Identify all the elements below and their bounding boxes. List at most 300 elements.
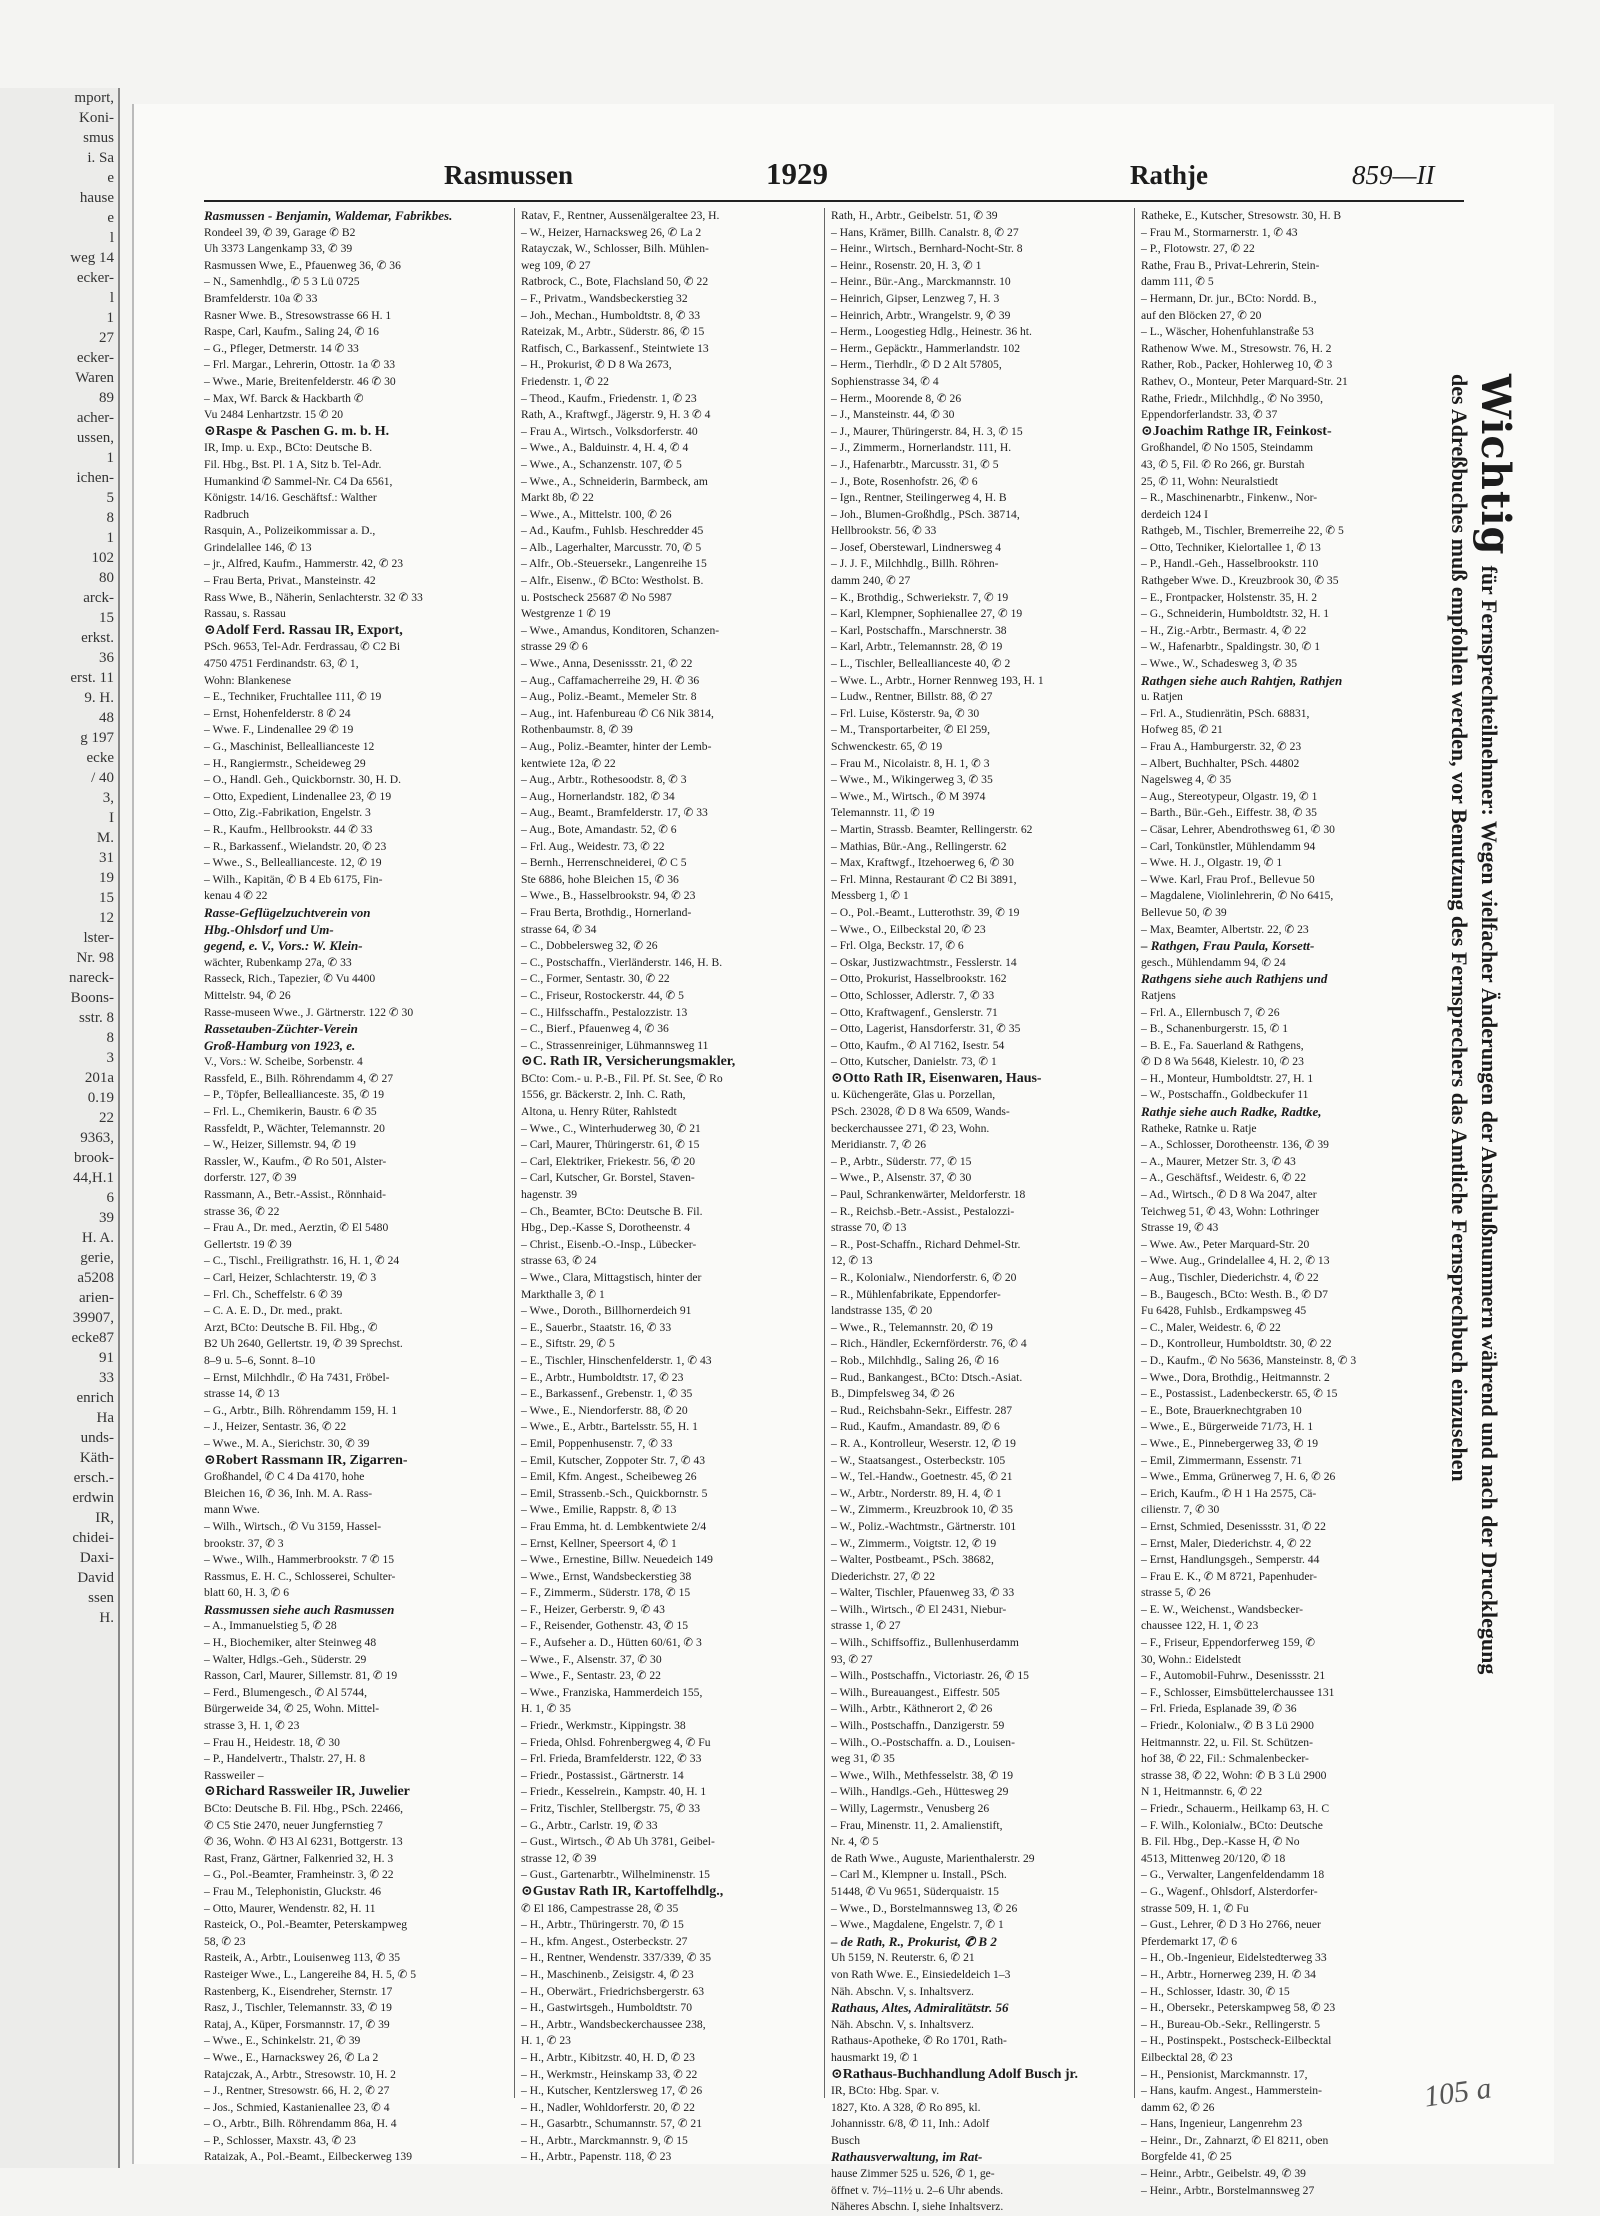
- directory-entry: – Wwe., A., Schneiderin, Barmbeck, am: [521, 474, 708, 488]
- margin-fragment: 8: [106, 510, 114, 526]
- directory-entry: Hellbrookstr. 56, ✆ 33: [831, 524, 937, 538]
- margin-fragment: 27: [99, 330, 114, 346]
- directory-entry: – Ch., Beamter, BCto: Deutsche B. Fil.: [521, 1204, 703, 1218]
- margin-fragment: Käth-: [79, 1450, 114, 1466]
- directory-entry: Rathe, Friedr., Milchhdlg., ✆ No 3950,: [1141, 391, 1323, 405]
- directory-entry: – Wwe. L., Arbtr., Horner Rennweg 193, H. 1: [831, 673, 1044, 687]
- directory-entry: – C., Tischl., Freiligrathstr. 16, H. 1, ✆ 24: [204, 1254, 400, 1268]
- handwritten-mark: 105 a: [1421, 2071, 1494, 2114]
- margin-fragment: 33: [99, 1370, 114, 1386]
- directory-entry: – Gust., Gartenarbtr., Wilhelminenstr. 15: [521, 1868, 710, 1882]
- directory-entry: – E., Barkassenf., Grebenstr. 1, ✆ 35: [521, 1387, 693, 1401]
- firm-entry: ⊙ Joachim Rathge IR, Feinkost-: [1141, 424, 1439, 441]
- directory-entry: Messberg 1, ✆ 1: [831, 889, 909, 903]
- directory-entry: Rastenberg, K., Eisendreher, Sternstr. 17: [204, 1984, 393, 1998]
- directory-entry: – E., Frontpacker, Holstenstr. 35, H. 2: [1141, 590, 1317, 604]
- directory-entry: Nagelsweg 4, ✆ 35: [1141, 773, 1232, 787]
- directory-entry: – Josef, Oberstewarl, Lindnersweg 4: [831, 540, 1001, 554]
- directory-entry: – Wwe., Emilie, Rappstr. 8, ✆ 13: [521, 1503, 677, 1517]
- directory-entry: – E., Arbtr., Humboldtstr. 17, ✆ 23: [521, 1370, 684, 1384]
- directory-entry: Rassfeld, E., Bilh. Röhrendamm 4, ✆ 27: [204, 1071, 394, 1085]
- directory-entry: Markt 8b, ✆ 22: [521, 491, 594, 505]
- directory-entry: damm 111, ✆ 5: [1141, 275, 1214, 289]
- directory-entry: 1556, gr. Bäckerstr. 2, Inh. C. Rath,: [521, 1088, 686, 1102]
- directory-entry: – Emil, Zimmermann, Essenstr. 71: [1141, 1453, 1303, 1467]
- directory-entry: Rathgeb, M., Tischler, Bremerreihe 22, ✆ 5: [1141, 524, 1344, 538]
- directory-entry: – W., Poliz.-Wachtmstr., Gärtnerstr. 101: [831, 1519, 1017, 1533]
- margin-fragment: arck-: [83, 590, 114, 606]
- directory-entry: Grindelallee 146, ✆ 13: [204, 540, 312, 554]
- margin-fragment: 1: [106, 450, 114, 466]
- directory-entry: – F., Friseur, Eppendorferweg 159, ✆: [1141, 1636, 1316, 1650]
- directory-entry: strasse 3, H. 1, ✆ 23: [204, 1719, 300, 1733]
- directory-entry: Raspe, Carl, Kaufm., Saling 24, ✆ 16: [204, 325, 379, 339]
- directory-entry: – Wwe., M. A., Sierichstr. 30, ✆ 39: [204, 1436, 370, 1450]
- directory-entry: – Hans, kaufm. Angest., Hammerstein-: [1141, 2084, 1322, 2098]
- directory-entry: – E., Tischler, Hinschenfelderstr. 1, ✆ 43: [521, 1353, 712, 1367]
- directory-entry: – Carl, Elektriker, Friekestr. 56, ✆ 20: [521, 1154, 696, 1168]
- surname-heading: Rassmussen siehe auch Rasmussen: [204, 1601, 395, 1617]
- directory-entry: – J., Mansteinstr. 44, ✆ 30: [831, 408, 955, 422]
- directory-page: [132, 104, 1554, 2214]
- directory-entry: Arzt, BCto: Deutsche B. Fil. Hbg., ✆: [204, 1320, 378, 1334]
- directory-entry: – R., Maschinenarbtr., Finkenw., Nor-: [1141, 491, 1318, 505]
- directory-entry: – R., Kaufm., Hellbrookstr. 44 ✆ 33: [204, 822, 373, 836]
- directory-entry: Rath, H., Arbtr., Geibelstr. 51, ✆ 39: [831, 209, 998, 222]
- margin-fragment: IR,: [95, 1510, 114, 1526]
- directory-entry: – Walter, Hdlgs.-Geh., Süderstr. 29: [204, 1652, 367, 1666]
- directory-entry: – C., Hilfsschaffn., Pestalozzistr. 13: [521, 1005, 688, 1019]
- surname-heading: Rathje siehe auch Radke, Radtke,: [1141, 1104, 1322, 1120]
- directory-entry: – A., Immanuelstieg 5, ✆ 28: [204, 1619, 337, 1633]
- directory-entry: Bürgerweide 34, ✆ 25, Wohn. Mittel-: [204, 1702, 380, 1716]
- directory-entry: derdeich 124 I: [1141, 507, 1208, 521]
- directory-entry: Rataj, A., Küper, Forsmannstr. 17, ✆ 39: [204, 2017, 390, 2031]
- margin-fragment: erst. 11: [70, 670, 114, 686]
- directory-entry: – Heinr., Rosenstr. 20, H. 3, ✆ 1: [831, 258, 982, 272]
- directory-entry: Näheres Abschn. I, siehe Inhaltsverz.: [831, 2200, 1004, 2214]
- directory-entry: – Wwe., Ernst, Wandsbeckerstieg 38: [521, 1569, 692, 1583]
- directory-entry: Bleichen 16, ✆ 36, Inh. M. A. Rass-: [204, 1486, 373, 1500]
- surname-heading: Rassetauben-Züchter-Verein: [204, 1021, 358, 1037]
- directory-entry: brookstr. 37, ✆ 3: [204, 1536, 284, 1550]
- directory-entry: – Carl, Maurer, Thüringerstr. 61, ✆ 15: [521, 1138, 700, 1152]
- directory-entry: – R. A., Kontrolleur, Weserstr. 12, ✆ 19: [831, 1436, 1016, 1450]
- margin-fragment: 39907,: [72, 1310, 114, 1326]
- directory-entry: IR, Imp. u. Exp., BCto: Deutsche B.: [204, 441, 373, 455]
- directory-entry: – Heinr., Bür.-Ang., Marckmannstr. 10: [831, 275, 1011, 289]
- directory-entry: – Rud., Reichsbahn-Sekr., Eiffestr. 287: [831, 1403, 1013, 1417]
- directory-entry: Humankind ✆ Sammel-Nr. C4 Da 6561,: [204, 474, 393, 488]
- directory-entry: – Wwe., B., Hasselbrookstr. 94, ✆ 23: [521, 889, 696, 903]
- directory-entry: – Hermann, Dr. jur., BCto: Nordd. B.,: [1141, 291, 1317, 305]
- directory-entry: – Herm., Gepäcktr., Hammerlandstr. 102: [831, 341, 1020, 355]
- directory-entry: Rassfeldt, P., Wächter, Telemannstr. 20: [204, 1121, 385, 1135]
- directory-entry: – Emil, Poppenhusenstr. 7, ✆ 33: [521, 1436, 673, 1450]
- directory-entry: – Alfr., Ob.-Steuersekr., Langenreihe 15: [521, 557, 707, 571]
- directory-entry: – Herm., Moorende 8, ✆ 26: [831, 391, 962, 405]
- directory-entry: – Friedr., Schauerm., Heilkamp 63, H. C: [1141, 1802, 1330, 1815]
- previous-page-margin: [0, 88, 120, 2168]
- directory-entry: – H., Prokurist, ✆ D 8 Wa 2673,: [521, 358, 672, 372]
- margin-fragment: e: [107, 210, 114, 226]
- directory-entry: Rasteiger Wwe., L., Langereihe 84, H. 5, ✆ 5: [204, 1967, 417, 1981]
- header-last-name: Rathje: [1130, 160, 1208, 190]
- directory-entry: – L., Tischler, Belleallianceste 40, ✆ 2: [831, 657, 1011, 671]
- directory-entry: – Wwe., Clara, Mittagstisch, hinter der: [521, 1271, 702, 1284]
- directory-entry: – P., Flotowstr. 27, ✆ 22: [1141, 242, 1255, 256]
- directory-entry: – H., Arbtr., Wandsbeckerchaussee 238,: [521, 2017, 706, 2031]
- directory-entry: Hofweg 85, ✆ 21: [1141, 723, 1223, 737]
- directory-entry: – Wwe., E., Harnackswey 26, ✆ La 2: [204, 2050, 379, 2064]
- directory-entry: – Ad., Wirtsch., ✆ D 8 Wa 2047, alter: [1141, 1188, 1317, 1202]
- notice-heading: Wichtig: [1472, 374, 1519, 556]
- directory-entry: Näh. Abschn. V, s. Inhaltsverz.: [831, 1984, 974, 1998]
- directory-entry: strasse 14, ✆ 13: [204, 1387, 280, 1401]
- directory-entry: – Ernst, Handlungsgeh., Semperstr. 44: [1141, 1553, 1320, 1567]
- directory-entry: 12, ✆ 13: [831, 1254, 873, 1268]
- directory-entry: Rasteick, O., Pol.-Beamter, Peterskampweg: [204, 1918, 408, 1932]
- directory-entry: B., Dimpfelsweg 34, ✆ 26: [831, 1387, 955, 1401]
- firm-entry: ⊙ Otto Rath IR, Eisenwaren, Haus-: [831, 1071, 1129, 1088]
- directory-entry: – O., Pol.-Beamt., Lutterothstr. 39, ✆ 19: [831, 905, 1020, 919]
- directory-entry: 93, ✆ 27: [831, 1652, 873, 1666]
- directory-entry: Westgrenze 1 ✆ 19: [521, 607, 611, 621]
- directory-entry: – H., Arbtr., Marckmannstr. 9, ✆ 15: [521, 2133, 688, 2147]
- page-number: 859—II: [1352, 160, 1435, 190]
- directory-entry: – Rob., Milchhdlg., Saling 26, ✆ 16: [831, 1353, 999, 1367]
- surname-heading: – de Rath, R., Prokurist, ✆ B 2: [831, 1933, 997, 1949]
- directory-entry: – Heinr., Wirtsch., Bernhard-Nocht-Str. 8: [831, 242, 1023, 256]
- directory-entry: – Wwe. H. J., Olgastr. 19, ✆ 1: [1141, 856, 1283, 870]
- directory-entry: – Karl, Arbtr., Telemannstr. 28, ✆ 19: [831, 640, 1003, 654]
- directory-entry: – F., Reisender, Gothenstr. 43, ✆ 15: [521, 1619, 689, 1633]
- directory-entry: – Wwe., F., Sentastr. 23, ✆ 22: [521, 1669, 661, 1683]
- directory-entry: kentwiete 12a, ✆ 22: [521, 756, 616, 770]
- directory-entry: chaussee 122, H. 1, ✆ 23: [1141, 1619, 1259, 1633]
- margin-fragment: ecker-: [76, 350, 114, 366]
- margin-fragment: David: [77, 1570, 114, 1586]
- directory-entry: Bramfelderstr. 10a ✆ 33: [204, 291, 318, 305]
- directory-entry: – Gust., Wirtsch., ✆ Ab Uh 3781, Geibel-: [521, 1835, 715, 1849]
- margin-fragment: 89: [99, 390, 114, 406]
- directory-entry: – Max, Kraftwgf., Itzehoerweg 6, ✆ 30: [831, 856, 1014, 870]
- margin-fragment: H. A.: [81, 1230, 114, 1246]
- directory-entry: 43, ✆ 5, Fil. ✆ Ro 266, gr. Burstah: [1141, 457, 1305, 471]
- directory-entry: – Ernst, Maler, Diederichstr. 4, ✆ 22: [1141, 1536, 1312, 1550]
- margin-fragment: hause: [79, 190, 114, 206]
- directory-entry: – H., Biochemiker, alter Steinweg 48: [204, 1636, 377, 1650]
- directory-entry: – A., Geschäftsf., Weidestr. 6, ✆ 22: [1141, 1171, 1307, 1185]
- directory-entry: – jr., Alfred, Kaufm., Hammerstr. 42, ✆ 23: [204, 557, 404, 571]
- directory-entry: cilienstr. 7, ✆ 30: [1141, 1503, 1220, 1517]
- directory-entry: – H., Arbtr., Thüringerstr. 70, ✆ 15: [521, 1918, 684, 1932]
- firm-entry: ⊙ Rathaus-Buchhandlung Adolf Busch jr.: [831, 2067, 1129, 2084]
- margin-fragment: 31: [99, 850, 114, 866]
- margin-fragment: 0.19: [87, 1090, 114, 1106]
- surname-heading: Rathgen siehe auch Rahtjen, Rathjen: [1141, 672, 1343, 688]
- margin-fragment: 91: [99, 1350, 114, 1366]
- directory-entry: – Wilh., Postschaffn., Danzigerstr. 59: [831, 1719, 1005, 1733]
- directory-entry: de Rath Wwe., Auguste, Marienthalerstr. 29: [831, 1851, 1035, 1865]
- directory-entry: Heitmannstr. 22, u. Fil. St. Schützen-: [1141, 1735, 1313, 1749]
- margin-fragment: nareck-: [69, 970, 114, 986]
- directory-entry: – Erich, Kaufm., ✆ H 1 Ha 2575, Cä-: [1141, 1486, 1317, 1500]
- directory-entry: – Frau M., Telephonistin, Gluckstr. 46: [204, 1884, 382, 1898]
- directory-entry: Nr. 4, ✆ 5: [831, 1835, 879, 1849]
- directory-entry: – Wilh., Kapitän, ✆ B 4 Eb 6175, Fin-: [204, 872, 383, 886]
- directory-entry: – Otto, Prokurist, Hasselbrookstr. 162: [831, 972, 1007, 986]
- margin-fragment: mport,: [74, 90, 114, 106]
- directory-entry: – Walter, Tischler, Pfauenweg 33, ✆ 33: [831, 1586, 1015, 1600]
- directory-entry: – Alfr., Eisenw., ✆ BCto: Westholst. B.: [521, 574, 704, 588]
- directory-entry: Rather, Rob., Packer, Hohlerweg 10, ✆ 3: [1141, 358, 1333, 372]
- directory-entry: – Heinrich, Arbtr., Wrangelstr. 9, ✆ 39: [831, 308, 1011, 322]
- directory-entry: – C., Former, Sentastr. 30, ✆ 22: [521, 972, 670, 986]
- directory-column-1: [204, 208, 502, 2164]
- directory-entry: Teichweg 51, ✆ 43, Wohn: Lothringer: [1141, 1204, 1320, 1218]
- directory-entry: – F., Automobil-Fuhrw., Desenissstr. 21: [1141, 1669, 1326, 1683]
- directory-entry: – Ign., Rentner, Steilingerweg 4, H. B: [831, 491, 1007, 505]
- notice-line-2: des Adreßbuches muß empfohlen werden, vor Benutzung des Fernsprechers das Amtliche Fernsprechbuch einzusehen: [1447, 374, 1472, 1482]
- directory-entry: – Emil, Kfm. Angest., Scheibeweg 26: [521, 1470, 697, 1484]
- directory-entry: – W., Postschaffn., Goldbeckufer 11: [1141, 1088, 1309, 1102]
- directory-entry: Ratbrock, C., Bote, Flachsland 50, ✆ 22: [521, 275, 709, 289]
- directory-entry: – H., kfm. Angest., Osterbeckstr. 27: [521, 1934, 688, 1948]
- directory-entry: Rasse-museen Wwe., J. Gärtnerstr. 122 ✆ 30: [204, 1005, 414, 1019]
- directory-entry: – R., Reichsb.-Betr.-Assist., Pestalozzi-: [831, 1204, 1015, 1218]
- margin-fragment: i. Sa: [87, 150, 114, 166]
- directory-entry: – Wwe., O., Eilbeckstal 20, ✆ 23: [831, 922, 986, 936]
- directory-entry: – Aug., Bote, Amandastr. 52, ✆ 6: [521, 822, 677, 836]
- directory-entry: – Frau Berta, Brothdig., Hornerland-: [521, 905, 692, 919]
- directory-entry: – C., Maler, Weidestr. 6, ✆ 22: [1141, 1320, 1281, 1334]
- directory-entry: – Ludw., Rentner, Billstr. 88, ✆ 27: [831, 690, 993, 704]
- margin-fragment: 39: [99, 1210, 114, 1226]
- directory-entry: B. Fil. Hbg., Dep.-Kasse H, ✆ No: [1141, 1835, 1300, 1849]
- directory-entry: – J., Bote, Rosenhofstr. 26, ✆ 6: [831, 474, 978, 488]
- directory-entry: – F., Zimmerm., Süderstr. 178, ✆ 15: [521, 1586, 691, 1600]
- directory-entry: – Ad., Kaufm., Fuhlsb. Heschredder 45: [521, 524, 704, 538]
- directory-entry: – Ernst, Hohenfelderstr. 8 ✆ 24: [204, 706, 351, 720]
- directory-entry: – F., Privatm., Wandsbeckerstieg 32: [521, 291, 688, 305]
- directory-entry: strasse 64, ✆ 34: [521, 922, 597, 936]
- directory-entry: – Frau H., Heidestr. 18, ✆ 30: [204, 1735, 340, 1749]
- margin-fragment: 15: [99, 890, 114, 906]
- margin-fragment: ssen: [88, 1590, 114, 1606]
- directory-entry: Wohn: Blankenese: [204, 673, 291, 687]
- directory-entry: – C., Strassenreiniger, Lühmannsweg 11: [521, 1038, 709, 1052]
- margin-fragment: 12: [99, 910, 114, 926]
- directory-entry: – P., Töpfer, Belleallianceste. 35, ✆ 19: [204, 1088, 385, 1102]
- directory-entry: – Aug., Poliz.-Beamt., Memeler Str. 8: [521, 690, 697, 704]
- directory-entry: Johannisstr. 6/8, ✆ 11, Inh.: Adolf: [831, 2117, 990, 2131]
- directory-entry: – E. W., Weichenst., Wandsbecker-: [1141, 1602, 1303, 1616]
- directory-entry: strasse 70, ✆ 13: [831, 1221, 907, 1235]
- directory-entry: – Heinr., Arbtr., Geibelstr. 49, ✆ 39: [1141, 2167, 1306, 2181]
- directory-entry: – Heinr., Arbtr., Borstelmannsweg 27: [1141, 2183, 1315, 2197]
- directory-entry: – Frau Berta, Privat., Mansteinstr. 42: [204, 574, 376, 588]
- margin-fragment: Koni-: [79, 110, 114, 126]
- directory-entry: – Cäsar, Lehrer, Abendrothsweg 61, ✆ 30: [1141, 822, 1335, 836]
- directory-entry: – Rich., Händler, Eckernförderstr. 76, ✆ 4: [831, 1337, 1027, 1351]
- directory-entry: – W., Heizer, Sillemstr. 94, ✆ 19: [204, 1138, 356, 1152]
- directory-entry: – Wwe., C., Winterhuderweg 30, ✆ 21: [521, 1121, 701, 1135]
- directory-entry: – N., Samenhdlg., ✆ 5 3 Lü 0725: [204, 275, 360, 289]
- directory-entry: – Frau A., Dr. med., Aerztin, ✆ El 5480: [204, 1221, 389, 1235]
- directory-entry: auf den Blöcken 27, ✆ 20: [1141, 308, 1262, 322]
- firm-entry: ⊙ C. Rath IR, Versicherungsmakler,: [521, 1054, 819, 1071]
- margin-fragment: 8: [106, 1030, 114, 1046]
- directory-entry: – F., Heizer, Gerberstr. 9, ✆ 43: [521, 1602, 665, 1616]
- directory-entry: – C., Friseur, Rostockerstr. 44, ✆ 5: [521, 988, 684, 1002]
- margin-fragment: 9363,: [80, 1130, 114, 1146]
- directory-entry: – H., Obersekr., Peterskampweg 58, ✆ 23: [1141, 2001, 1336, 2015]
- directory-entry: – R., Kolonialw., Niendorferstr. 6, ✆ 20: [831, 1271, 1017, 1284]
- directory-entry: Rataizak, A., Pol.-Beamt., Eilbeckerweg 139: [204, 2150, 412, 2164]
- directory-column-4: [1134, 208, 1439, 2197]
- directory-entry: u. Ratjen: [1141, 690, 1183, 704]
- directory-entry: – G., Pfleger, Detmerstr. 14 ✆ 33: [204, 341, 359, 355]
- directory-entry: BCto: Deutsche B. Fil. Hbg., PSch. 22466,: [204, 1802, 404, 1815]
- directory-entry: – Oskar, Justizwachtmstr., Fesslerstr. 14: [831, 955, 1017, 969]
- directory-entry: – Otto, Kutscher, Danielstr. 73, ✆ 1: [831, 1055, 997, 1069]
- directory-entry: – Frl. Minna, Restaurant ✆ C2 Bi 3891,: [831, 872, 1017, 886]
- margin-fragment: l: [109, 230, 114, 246]
- directory-entry: – Wwe., M., Wirtsch., ✆ M 3974: [831, 789, 986, 803]
- margin-fragment: acher-: [76, 410, 114, 426]
- directory-entry: – H., Arbtr., Hornerweg 239, H. ✆ 34: [1141, 1967, 1316, 1981]
- directory-entry: – P., Handelvertr., Thalstr. 27, H. 8: [204, 1752, 366, 1766]
- directory-entry: – C., Dobbelersweg 32, ✆ 26: [521, 939, 658, 953]
- directory-entry: – Bernh., Herrenschneiderei, ✆ C 5: [521, 856, 687, 870]
- margin-fragment: ichen-: [76, 470, 114, 486]
- margin-fragment: a5208: [77, 1270, 114, 1286]
- directory-entry: – Albert, Buchhalter, PSch. 44802: [1141, 756, 1300, 770]
- directory-entry: – D., Kontrolleur, Humboldtstr. 30, ✆ 22: [1141, 1337, 1332, 1351]
- surname-heading: Groß-Hamburg von 1923, e.: [204, 1037, 356, 1053]
- directory-entry: Bellevue 50, ✆ 39: [1141, 905, 1227, 919]
- directory-entry: – Carl, Heizer, Schlachterstr. 19, ✆ 3: [204, 1271, 377, 1284]
- directory-entry: – Mathias, Bür.-Ang., Rellingerstr. 62: [831, 839, 1007, 853]
- directory-entry: – A., Maurer, Metzer Str. 3, ✆ 43: [1141, 1154, 1296, 1168]
- page-header: [204, 154, 1464, 202]
- directory-entry: Rath, A., Kraftwgf., Jägerstr. 9, H. 3 ✆ 4: [521, 408, 711, 422]
- directory-entry: 4750 4751 Ferdinandstr. 63, ✆ 1,: [204, 657, 359, 671]
- directory-entry: – Wwe., E., Niendorferstr. 88, ✆ 20: [521, 1403, 688, 1417]
- directory-entry: Gellertstr. 19 ✆ 39: [204, 1237, 292, 1251]
- directory-entry: Ratheke, E., Kutscher, Stresowstr. 30, H. B: [1141, 209, 1342, 222]
- directory-entry: landstrasse 135, ✆ 20: [831, 1304, 933, 1318]
- directory-entry: ✆ C5 Stie 2470, neuer Jungfernstieg 7: [204, 1818, 383, 1832]
- directory-entry: Rasteik, A., Arbtr., Louisenweg 113, ✆ 35: [204, 1951, 401, 1965]
- directory-entry: – Otto, Lagerist, Hansdorferstr. 31, ✆ 35: [831, 1022, 1021, 1036]
- directory-entry: Mittelstr. 94, ✆ 26: [204, 988, 291, 1002]
- directory-entry: – Frau Emma, ht. d. Lembkentwiete 2/4: [521, 1519, 707, 1533]
- directory-entry: u. Küchengeräte, Glas u. Porzellan,: [831, 1088, 996, 1102]
- directory-entry: – Otto, Expedient, Lindenallee 23, ✆ 19: [204, 789, 392, 803]
- directory-entry: 30, Wohn.: Eidelstedt: [1141, 1652, 1241, 1666]
- directory-entry: – Wwe., Marie, Breitenfelderstr. 46 ✆ 30: [204, 374, 396, 388]
- directory-entry: – Karl, Postschaffn., Marschnerstr. 38: [831, 623, 1007, 637]
- directory-entry: – C. A. E. D., Dr. med., prakt.: [204, 1304, 343, 1318]
- directory-entry: – Wilh., Postschaffn., Victoriastr. 26, ✆ 15: [831, 1669, 1029, 1683]
- directory-entry: – Frau A., Hamburgerstr. 32, ✆ 23: [1141, 740, 1302, 753]
- directory-entry: – J., Zimmerm., Hornerlandstr. 111, H.: [831, 441, 1012, 455]
- margin-fragment: 19: [99, 870, 114, 886]
- directory-entry: – Hans, Krämer, Billh. Canalstr. 8, ✆ 27: [831, 225, 1019, 239]
- directory-entry: – Heinrich, Gipser, Lenzweg 7, H. 3: [831, 291, 1000, 305]
- directory-entry: – Carl, Tonkünstler, Mühlendamm 94: [1141, 839, 1316, 853]
- directory-entry: – Wwe., Doroth., Billhornerdeich 91: [521, 1304, 692, 1318]
- directory-entry: Rassweiler –: [204, 1768, 264, 1782]
- surname-heading: Hbg.-Ohlsdorf und Um-: [204, 921, 334, 937]
- directory-entry: Rast, Franz, Gärtner, Falkenried 32, H. 3: [204, 1851, 394, 1865]
- firm-entry: ⊙ Adolf Ferd. Rassau IR, Export,: [204, 623, 502, 640]
- margin-fragment: 1: [106, 310, 114, 326]
- directory-entry: – Wilh., Schiffsoffiz., Bullenhuserdamm: [831, 1636, 1019, 1650]
- directory-entry: Rassmus, E. H. C., Schlosserei, Schulter-: [204, 1569, 396, 1583]
- directory-entry: weg 109, ✆ 27: [521, 258, 591, 272]
- directory-entry: – H., Arbtr., Kibitzstr. 40, H. D, ✆ 23: [521, 2050, 695, 2064]
- directory-entry: V., Vors.: W. Scheibe, Sorbenstr. 4: [204, 1055, 363, 1069]
- directory-entry: – L., Wäscher, Hohenfuhlanstraße 53: [1141, 325, 1314, 339]
- margin-fragment: I: [109, 810, 114, 826]
- directory-entry: 1827, Kto. A 328, ✆ Ro 895, kl.: [831, 2100, 981, 2114]
- margin-fragment: 44,H.1: [73, 1170, 114, 1186]
- directory-entry: Ratfisch, C., Barkassenf., Steintwiete 13: [521, 341, 709, 355]
- directory-entry: – Emil, Kutscher, Zoppoter Str. 7, ✆ 43: [521, 1453, 706, 1467]
- directory-entry: – P., Arbtr., Süderstr. 77, ✆ 15: [831, 1154, 972, 1168]
- directory-entry: Rasz, J., Tischler, Telemannstr. 33, ✆ 19: [204, 2001, 392, 2015]
- directory-entry: hausmarkt 19, ✆ 1: [831, 2050, 918, 2064]
- margin-fragment: 36: [99, 650, 114, 666]
- directory-entry: öffnet v. 7½–11½ u. 2–6 Uhr abends.: [831, 2183, 1004, 2197]
- margin-fragment: 80: [99, 570, 114, 586]
- directory-entry: Näh. Abschn. V, s. Inhaltsverz.: [831, 2017, 974, 2031]
- directory-entry: – Wwe., Wilh., Hammerbrookstr. 7 ✆ 15: [204, 1553, 395, 1567]
- directory-entry: – G., Pol.-Beamter, Framheinstr. 3, ✆ 22: [204, 1868, 394, 1882]
- directory-entry: ✆ D 8 Wa 5648, Kielestr. 10, ✆ 23: [1141, 1055, 1304, 1069]
- margin-fragment: lster-: [83, 930, 114, 946]
- directory-entry: – G., Arbtr., Carlstr. 19, ✆ 33: [521, 1818, 658, 1832]
- directory-entry: Rathaus-Apotheke, ✆ Ro 1701, Rath-: [831, 2034, 1007, 2048]
- directory-entry: – B., Baugesch., BCto: Westh. B., ✆ D7: [1141, 1287, 1328, 1301]
- directory-entry: – W., Hafenarbtr., Spaldingstr. 30, ✆ 1: [1141, 640, 1321, 654]
- directory-entry: – Joh., Mechan., Humboldtstr. 8, ✆ 33: [521, 308, 701, 322]
- directory-entry: Rondeel 39, ✆ 39, Garage ✆ B2: [204, 225, 356, 239]
- directory-entry: – Barth., Bür.-Geh., Eiffestr. 38, ✆ 35: [1141, 806, 1317, 820]
- margin-fragment: gerie,: [80, 1250, 114, 1266]
- directory-entry: hof 38, ✆ 22, Fil.: Schmalenbecker-: [1141, 1752, 1309, 1766]
- directory-entry: – R., Barkassenf., Wielandstr. 20, ✆ 23: [204, 839, 387, 853]
- margin-fragment: 15: [99, 610, 114, 626]
- directory-entry: – Frau A., Wirtsch., Volksdorferstr. 40: [521, 424, 698, 438]
- directory-entry: – Otto, Zig.-Fabrikation, Engelstr. 3: [204, 806, 371, 820]
- directory-entry: – Aug., Hornerlandstr. 182, ✆ 34: [521, 789, 675, 803]
- directory-entry: Altona, u. Henry Rüter, Rahlstedt: [521, 1105, 677, 1119]
- directory-entry: – Wwe., A., Mittelstr. 100, ✆ 26: [521, 507, 672, 521]
- directory-entry: – Aug., Beamt., Bramfelderstr. 17, ✆ 33: [521, 806, 708, 820]
- directory-entry: – H., Bureau-Ob.-Sekr., Rellingerstr. 5: [1141, 2017, 1321, 2031]
- directory-entry: – Friedr., Kesselrein., Kampstr. 40, H. 1: [521, 1785, 707, 1799]
- directory-entry: – W., Arbtr., Norderstr. 89, H. 4, ✆ 1: [831, 1486, 1002, 1500]
- directory-entry: B2 Uh 2640, Gellertstr. 19, ✆ 39 Sprechst.: [204, 1337, 403, 1351]
- directory-entry: beckerchaussee 271, ✆ 23, Wohn.: [831, 1121, 990, 1135]
- directory-entry: – E., Techniker, Fruchtallee 111, ✆ 19: [204, 690, 382, 704]
- margin-fragment: e: [107, 170, 114, 186]
- margin-fragment: enrich: [76, 1390, 114, 1406]
